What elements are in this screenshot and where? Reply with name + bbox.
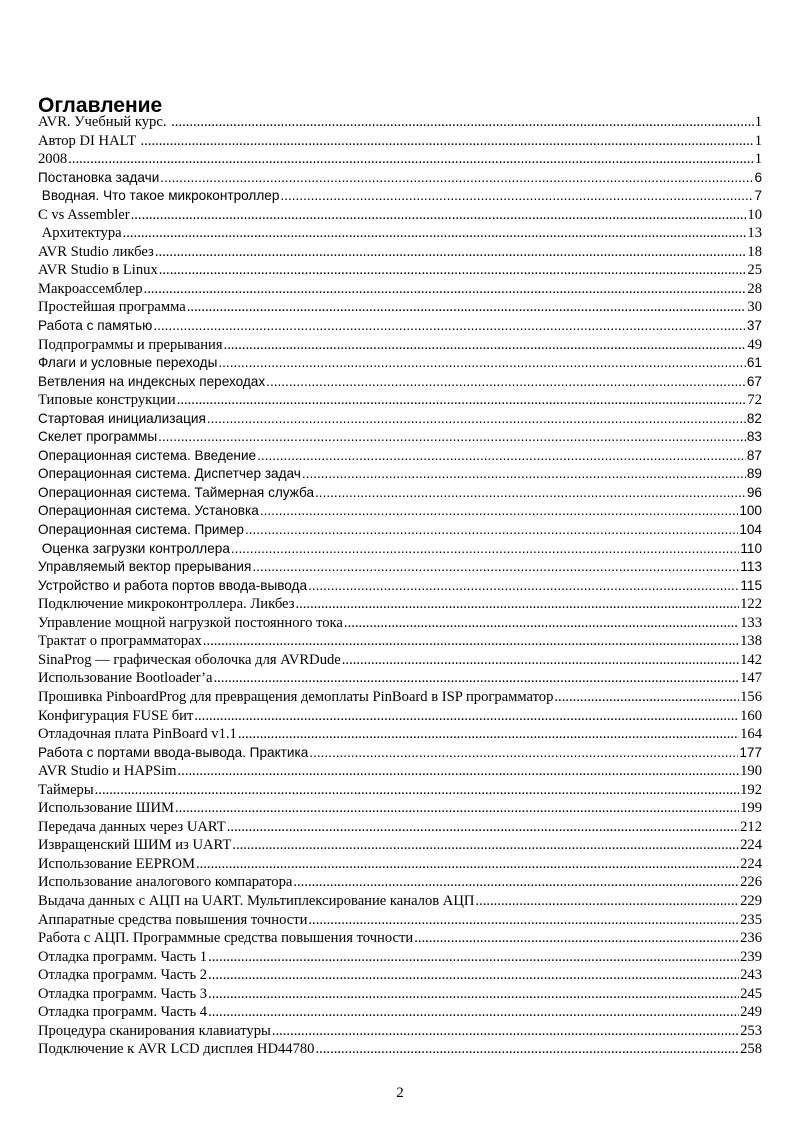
toc-entry-page-number: 245 xyxy=(740,985,762,1002)
toc-entry-title: Отладка программ. Часть 1 xyxy=(38,948,208,965)
toc-dot-leader xyxy=(194,707,739,726)
toc-entry[interactable] xyxy=(38,911,762,930)
toc-dot-leader xyxy=(141,132,754,151)
toc-dot-leader xyxy=(257,447,746,466)
toc-entry-title: AVR Studio ликбез xyxy=(38,243,154,260)
toc-dot-leader xyxy=(315,484,746,503)
toc-entry-page-number: 177 xyxy=(739,744,762,760)
toc-entry[interactable] xyxy=(38,484,762,503)
toc-entry-page-number: 122 xyxy=(740,596,762,613)
toc-dot-leader xyxy=(171,113,754,132)
toc-entry-title: Вводная. Что такое микроконтроллер xyxy=(38,188,280,204)
toc-entry[interactable] xyxy=(38,243,762,262)
toc-dot-leader xyxy=(144,280,747,299)
toc-entry-title: Управление мощной нагрузкой постоянного тока xyxy=(38,614,343,631)
toc-entry-page-number: 100 xyxy=(739,503,762,519)
toc-dot-leader xyxy=(203,632,739,651)
toc-entry-page-number: 133 xyxy=(740,614,762,631)
toc-entry-page-number: 1 xyxy=(754,132,762,149)
toc-entry[interactable] xyxy=(38,169,762,188)
toc-dot-leader xyxy=(177,391,747,410)
toc-dot-leader xyxy=(153,317,746,336)
toc-entry-page-number: 87 xyxy=(746,447,762,463)
toc-entry[interactable] xyxy=(38,113,762,132)
toc-entry-page-number: 13 xyxy=(747,225,762,242)
toc-entry[interactable] xyxy=(38,632,762,651)
toc-entry-title: AVR Studio и HAPSim xyxy=(38,763,177,780)
toc-dot-leader xyxy=(554,688,739,707)
toc-entry-page-number: 18 xyxy=(747,243,762,260)
toc-entry[interactable] xyxy=(38,1022,762,1041)
toc-entry[interactable] xyxy=(38,799,762,818)
toc-entry-title: Управляемый вектор прерывания xyxy=(38,559,252,575)
toc-dot-leader xyxy=(218,354,746,373)
toc-entry[interactable] xyxy=(38,855,762,874)
toc-entry-title: AVR. Учебный курс. xyxy=(38,114,171,130)
page-title: Оглавление xyxy=(38,94,163,118)
toc-entry-page-number: 1 xyxy=(754,151,762,168)
toc-entry-page-number: 224 xyxy=(740,855,762,872)
toc-entry-title: Устройство и работа портов ввода-вывода xyxy=(38,577,308,593)
toc-entry-page-number: 72 xyxy=(747,392,762,409)
toc-dot-leader xyxy=(175,799,739,818)
toc-entry[interactable] xyxy=(38,725,762,744)
toc-dot-leader xyxy=(159,261,747,280)
toc-entry-page-number: 6 xyxy=(754,169,762,185)
toc-entry-page-number: 160 xyxy=(740,707,762,724)
toc-dot-leader xyxy=(227,818,739,837)
toc-entry[interactable] xyxy=(38,873,762,892)
toc-entry-title: Прошивка PinboardProg для превращения демоплаты PinBoard в ISP программатор xyxy=(38,688,554,705)
toc-entry-title: Отладка программ. Часть 3 xyxy=(38,985,208,1002)
toc-entry-title: Процедура сканирования клавиатуры xyxy=(38,1022,271,1039)
toc-entry-title: Подключение к AVR LCD дисплея HD44780 xyxy=(38,1041,315,1058)
toc-entry[interactable] xyxy=(38,317,762,336)
toc-entry[interactable] xyxy=(38,688,762,707)
toc-dot-leader xyxy=(245,521,738,540)
toc-entry[interactable] xyxy=(38,261,762,280)
toc-entry-page-number: 7 xyxy=(754,188,762,204)
toc-dot-leader xyxy=(344,614,739,633)
toc-entry[interactable] xyxy=(38,206,762,225)
toc-entry-title: Аппаратные средства повышения точности xyxy=(38,911,308,928)
toc-dot-leader xyxy=(266,373,746,392)
toc-dot-leader xyxy=(293,873,739,892)
toc-dot-leader xyxy=(260,502,739,521)
toc-entry-page-number: 229 xyxy=(740,892,762,909)
toc-entry-page-number: 253 xyxy=(740,1022,762,1039)
toc-entry[interactable] xyxy=(38,558,762,577)
toc-entry-title: Использование EEPROM xyxy=(38,855,195,872)
toc-entry-title: Постановка задачи xyxy=(38,169,160,185)
toc-dot-leader xyxy=(414,929,739,948)
toc-entry-page-number: 1 xyxy=(754,114,762,130)
toc-dot-leader xyxy=(208,948,739,967)
toc-entry-title: Подпрограммы и прерывания xyxy=(38,336,223,353)
toc-entry-page-number: 110 xyxy=(740,540,762,556)
toc-entry-title: Операционная система. Введение xyxy=(38,447,257,463)
toc-entry-page-number: 224 xyxy=(740,837,762,854)
toc-entry-title: Оценка загрузки контроллера xyxy=(38,540,230,556)
toc-entry[interactable] xyxy=(38,280,762,299)
toc-entry-title: Передача данных через UART xyxy=(38,818,226,835)
toc-entry-title: Стартовая инициализация xyxy=(38,410,206,426)
toc-entry-title: Использование аналогового компаратора xyxy=(38,874,293,891)
toc-entry-title: SinaProg — графическая оболочка для AVRDude xyxy=(38,651,341,668)
toc-entry-page-number: 96 xyxy=(746,484,762,500)
toc-entry-page-number: 138 xyxy=(740,633,762,650)
toc-entry[interactable] xyxy=(38,465,762,484)
toc-entry[interactable] xyxy=(38,577,762,596)
toc-entry-title: Работа с АЦП. Программные средства повышения точности xyxy=(38,930,414,947)
toc-entry-title: Операционная система. Диспетчер задач xyxy=(38,466,301,482)
toc-entry-title: Выдача данных с АЦП на UART. Мультиплексирование каналов АЦП xyxy=(38,892,475,909)
toc-entry-title: AVR Studio в Linux xyxy=(38,262,158,279)
toc-dot-leader xyxy=(158,428,746,447)
toc-entry-title: Операционная система. Пример xyxy=(38,522,244,538)
toc-entry-page-number: 199 xyxy=(740,800,762,817)
toc-entry[interactable] xyxy=(38,132,762,151)
toc-dot-leader xyxy=(302,465,746,484)
toc-dot-leader xyxy=(208,985,739,1004)
toc-entry-page-number: 37 xyxy=(746,318,762,334)
toc-entry-title: Использование ШИМ xyxy=(38,800,175,817)
toc-entry-page-number: 25 xyxy=(747,262,762,279)
toc-dot-leader xyxy=(208,1003,739,1022)
toc-entry[interactable] xyxy=(38,744,762,763)
toc-entry[interactable] xyxy=(38,540,762,559)
toc-entry-title: Простейшая программа xyxy=(38,299,186,316)
toc-dot-leader xyxy=(308,911,739,930)
toc-entry-page-number: 164 xyxy=(740,726,762,743)
toc-entry-title: Таймеры xyxy=(38,781,94,798)
toc-entry-page-number: 190 xyxy=(740,763,762,780)
toc-entry-page-number: 30 xyxy=(747,299,762,316)
toc-entry-page-number: 249 xyxy=(740,1004,762,1021)
toc-entry[interactable] xyxy=(38,818,762,837)
toc-dot-leader xyxy=(280,187,753,206)
toc-dot-leader xyxy=(231,540,739,559)
toc-entry-title: Типовые конструкции xyxy=(38,392,176,409)
toc-entry-title: Флаги и условные переходы xyxy=(38,355,218,371)
toc-entry-title: Использование Bootloader’а xyxy=(38,670,213,687)
toc-entry-title: Скелет программы xyxy=(38,429,158,445)
toc-entry[interactable] xyxy=(38,762,762,781)
toc-entry-title: Конфигурация FUSE бит xyxy=(38,707,194,724)
toc-dot-leader xyxy=(295,595,739,614)
toc-dot-leader xyxy=(232,836,739,855)
toc-entry-page-number: 82 xyxy=(746,410,762,426)
toc-entry[interactable] xyxy=(38,447,762,466)
toc-entry-title: 2008 xyxy=(38,151,68,168)
toc-entry-page-number: 104 xyxy=(739,522,762,538)
toc-entry-page-number: 83 xyxy=(746,429,762,445)
toc-dot-leader xyxy=(123,224,747,243)
toc-entry[interactable] xyxy=(38,354,762,373)
toc-entry-page-number: 239 xyxy=(740,948,762,965)
toc-entry-page-number: 28 xyxy=(747,280,762,297)
toc-dot-leader xyxy=(214,669,740,688)
toc-entry[interactable] xyxy=(38,669,762,688)
toc-dot-leader xyxy=(196,855,739,874)
toc-entry[interactable] xyxy=(38,150,762,169)
toc-dot-leader xyxy=(207,410,746,429)
toc-entry-page-number: 49 xyxy=(747,336,762,353)
toc-dot-leader xyxy=(308,577,739,596)
toc-dot-leader xyxy=(178,762,740,781)
toc-dot-leader xyxy=(475,892,739,911)
toc-entry[interactable] xyxy=(38,224,762,243)
toc-entry[interactable] xyxy=(38,410,762,429)
toc-entry[interactable] xyxy=(38,1040,762,1059)
toc-dot-leader xyxy=(187,298,747,317)
toc-dot-leader xyxy=(342,651,739,670)
toc-entry[interactable] xyxy=(38,781,762,800)
toc-entry-title: Архитектура xyxy=(38,225,122,242)
toc-entry-title: Отладка программ. Часть 2 xyxy=(38,967,208,984)
toc-dot-leader xyxy=(272,1022,739,1041)
toc-entry-page-number: 226 xyxy=(740,874,762,891)
toc-entry[interactable] xyxy=(38,521,762,540)
toc-entry-title: Автор DI HALT xyxy=(38,132,140,149)
toc-entry[interactable] xyxy=(38,391,762,410)
toc-entry[interactable] xyxy=(38,966,762,985)
toc-dot-leader xyxy=(224,336,747,355)
toc-entry-page-number: 61 xyxy=(746,355,762,371)
toc-entry-page-number: 235 xyxy=(740,911,762,928)
toc-entry-title: Извращенский ШИМ из UART xyxy=(38,837,232,854)
toc-entry-page-number: 115 xyxy=(740,577,762,593)
toc-entry-title: C vs Assembler xyxy=(38,206,130,223)
toc-entry-title: Макроассемблер xyxy=(38,280,143,297)
toc-entry-title: Операционная система. Таймерная служба xyxy=(38,484,315,500)
toc-entry[interactable] xyxy=(38,502,762,521)
toc-dot-leader xyxy=(238,725,739,744)
toc-dot-leader xyxy=(68,150,754,169)
toc-dot-leader xyxy=(252,558,739,577)
toc-entry-title: Работа с портами ввода-вывода. Практика xyxy=(38,744,309,760)
toc-dot-leader xyxy=(131,206,747,225)
toc-dot-leader xyxy=(95,781,739,800)
toc-entry-title: Отладка программ. Часть 4 xyxy=(38,1004,208,1021)
toc-entry-title: Трактат о программаторах xyxy=(38,633,202,650)
toc-dot-leader xyxy=(155,243,747,262)
toc-entry-title: Отладочная плата PinBoard v1.1 xyxy=(38,726,237,743)
toc-entry-page-number: 147 xyxy=(740,670,762,687)
toc-entry-title: Подключение микроконтроллера. Ликбез xyxy=(38,596,295,613)
toc-entry-page-number: 192 xyxy=(740,781,762,798)
toc-dot-leader xyxy=(315,1040,739,1059)
toc-entry-page-number: 142 xyxy=(740,651,762,668)
toc-entry-title: Работа с памятью xyxy=(38,318,153,334)
toc-entry[interactable] xyxy=(38,1003,762,1022)
toc-entry-page-number: 236 xyxy=(740,930,762,947)
table-of-contents xyxy=(38,113,762,1059)
toc-entry-page-number: 156 xyxy=(740,688,762,705)
page-number: 2 xyxy=(396,1085,404,1101)
toc-entry-title: Операционная система. Установка xyxy=(38,503,259,519)
toc-entry[interactable] xyxy=(38,373,762,392)
toc-entry[interactable] xyxy=(38,836,762,855)
toc-entry-page-number: 243 xyxy=(740,967,762,984)
toc-entry[interactable] xyxy=(38,929,762,948)
toc-entry-page-number: 258 xyxy=(740,1041,762,1058)
toc-entry[interactable] xyxy=(38,707,762,726)
toc-entry-page-number: 67 xyxy=(746,373,762,389)
toc-entry[interactable] xyxy=(38,614,762,633)
toc-entry[interactable] xyxy=(38,948,762,967)
toc-entry[interactable] xyxy=(38,595,762,614)
toc-dot-leader xyxy=(309,744,738,763)
toc-dot-leader xyxy=(208,966,739,985)
toc-entry-page-number: 212 xyxy=(740,818,762,835)
toc-entry-page-number: 89 xyxy=(746,466,762,482)
toc-entry[interactable] xyxy=(38,892,762,911)
toc-entry-title: Ветвления на индексных переходах xyxy=(38,373,266,389)
toc-entry[interactable] xyxy=(38,428,762,447)
toc-entry[interactable] xyxy=(38,651,762,670)
toc-entry[interactable] xyxy=(38,336,762,355)
toc-dot-leader xyxy=(160,169,753,188)
toc-entry[interactable] xyxy=(38,985,762,1004)
toc-entry-page-number: 10 xyxy=(747,206,762,223)
toc-entry[interactable] xyxy=(38,298,762,317)
toc-entry-page-number: 113 xyxy=(740,559,762,575)
toc-entry[interactable] xyxy=(38,187,762,206)
